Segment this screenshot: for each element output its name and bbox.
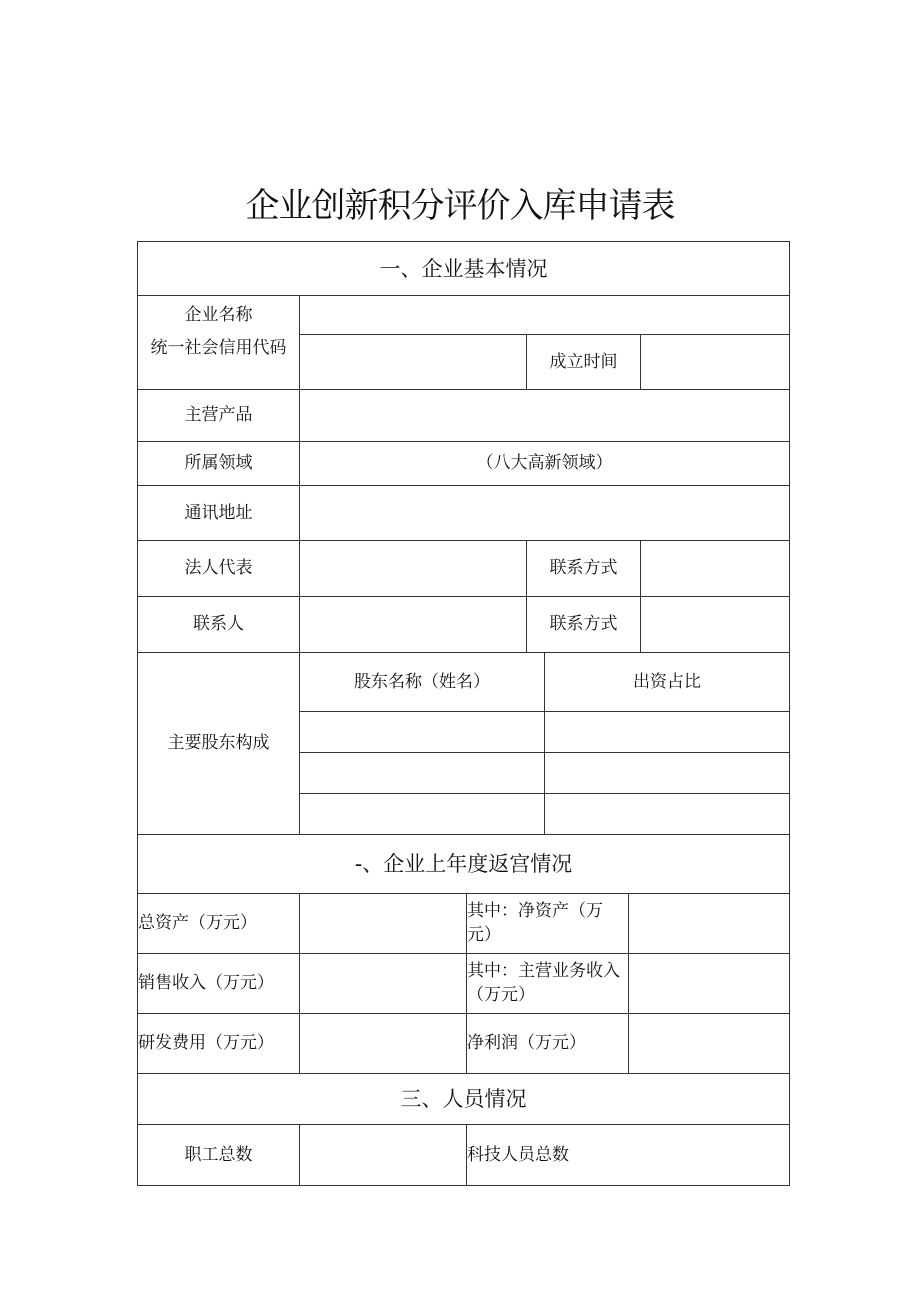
credit-code-field[interactable]: [300, 335, 526, 389]
net-assets-label: 其中：净资产（万元）: [467, 901, 603, 945]
shareholder-name-field[interactable]: [300, 753, 544, 793]
founded-date-field[interactable]: [641, 335, 789, 389]
share-ratio-field[interactable]: [545, 794, 789, 834]
main-products-label: 主营产品: [184, 405, 253, 425]
founded-date-label: 成立时间: [549, 351, 618, 372]
rnd-cost-field[interactable]: [300, 1014, 466, 1073]
contact-person-label: 联系人: [193, 614, 244, 634]
company-name-label: 企业名称: [184, 304, 253, 325]
employees-label: 职工总数: [184, 1144, 253, 1165]
main-products-field[interactable]: [300, 390, 789, 441]
legal-rep-contact-label: 联系方式: [549, 558, 618, 578]
employees-field[interactable]: [300, 1125, 466, 1185]
shareholder-name-field[interactable]: [300, 794, 544, 834]
share-ratio-field[interactable]: [545, 753, 789, 793]
section-heading-operations: -、企业上年度返宫情况: [354, 851, 573, 876]
rnd-cost-label: 研发费用（万元）: [138, 1033, 274, 1053]
application-form-table: [137, 241, 790, 1186]
share-ratio-field[interactable]: [545, 712, 789, 752]
legal-rep-field[interactable]: [300, 541, 526, 596]
company-name-field[interactable]: [300, 296, 789, 334]
shareholders-label: 主要股东构成: [167, 733, 270, 753]
total-assets-label: 总资产（万元）: [138, 913, 257, 933]
share-ratio-header: 出资占比: [633, 671, 701, 692]
contact-person-contact-label: 联系方式: [549, 614, 618, 634]
field-category-value[interactable]: （八大高新领域）: [476, 453, 613, 473]
main-business-revenue-label: 其中：主营业务收入（万元）: [467, 961, 620, 1005]
section-heading-personnel: 三、人员情况: [400, 1086, 527, 1111]
section-heading-basic-info: 一、企业基本情况: [379, 256, 548, 281]
form-title: 企业创新积分评价入库申请表: [245, 186, 675, 226]
net-assets-field[interactable]: [629, 894, 789, 953]
legal-rep-label: 法人代表: [184, 558, 253, 578]
total-assets-field[interactable]: [300, 894, 466, 953]
contact-person-field[interactable]: [300, 597, 526, 652]
main-business-revenue-field[interactable]: [629, 954, 789, 1013]
sales-revenue-field[interactable]: [300, 954, 466, 1013]
contact-person-contact-field[interactable]: [641, 597, 789, 652]
credit-code-label: 统一社会信用代码: [150, 338, 287, 358]
address-field[interactable]: [300, 486, 789, 540]
shareholder-name-field[interactable]: [300, 712, 544, 752]
shareholder-name-header: 股东名称（姓名）: [354, 671, 490, 692]
net-profit-field[interactable]: [629, 1014, 789, 1073]
tech-staff-label: 科技人员总数: [467, 1144, 569, 1165]
legal-rep-contact-field[interactable]: [641, 541, 789, 596]
field-category-label: 所属领域: [184, 453, 253, 473]
address-label: 通讯地址: [184, 502, 253, 523]
sales-revenue-label: 销售收入（万元）: [138, 973, 274, 993]
net-profit-label: 净利润（万元）: [467, 1033, 586, 1053]
